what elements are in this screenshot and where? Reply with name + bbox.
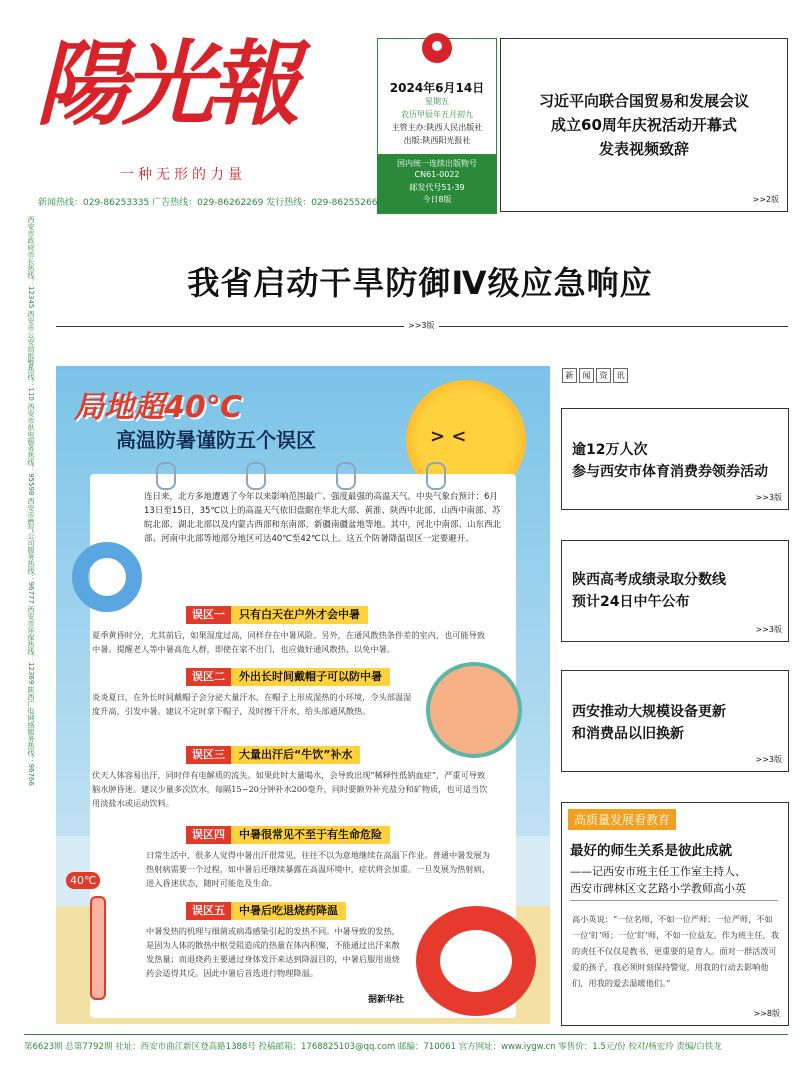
main-headline[interactable]: 我省启动干旱防御Ⅳ级应急响应 bbox=[187, 264, 653, 302]
myth-title: 中暑后吃退烧药降温 bbox=[231, 902, 346, 920]
hotlines: 新闻热线：029-86253335 广告热线：029-86262269 发行热线：029-86255266 bbox=[38, 198, 378, 208]
news-title-line: 逾12万人次 bbox=[572, 442, 648, 458]
news-title-line: 参与西安市体育消费券领券活动 bbox=[572, 464, 768, 480]
binder-ring-icon bbox=[156, 462, 176, 490]
top-story-line: 成立60周年庆祝活动开幕式 bbox=[551, 116, 737, 134]
education-excerpt: 高小英说：“一位名师，不如一位严师；一位严师，不如一位‘盯’师；一位‘盯’师，不如一位益友。作为班主任，我的责任不仅仅是教书，更重要的是育人。面对一群活泼可爱的孩子，我必须时刻保持警觉，用我的行动去影响他们，用我的爱去温暖他们。” bbox=[572, 914, 779, 988]
source-credit: 据新华社 bbox=[368, 995, 405, 1005]
electric-fan-icon bbox=[426, 662, 522, 758]
news-label-char: 闻 bbox=[579, 368, 594, 383]
issue-info-top bbox=[378, 39, 496, 154]
myth-body: 伏天人体容易出汗，同时伴有电解质的流失。如果此时大量喝水，会导致出现“稀释性低钠血症”，严重可导致脑水肿昏迷。建议少量多次饮水，每隔15~20分钟补水200毫升，同时要额外补充盐分和矿物质，也可适当饮用淡盐水或运动饮料。 bbox=[92, 770, 488, 808]
education-subtitle: ——记西安市班主任工作室主持人、 bbox=[570, 865, 746, 878]
news-page-ref[interactable]: >>3版 bbox=[755, 493, 782, 502]
education-title[interactable]: 最好的师生关系是彼此成就 bbox=[570, 843, 732, 859]
myth-heading bbox=[186, 746, 360, 764]
page-count: 今日8版 bbox=[422, 195, 452, 204]
news-page-ref[interactable]: >>3版 bbox=[755, 755, 782, 764]
footer-info: 第6623期 总第7792期 社址：西安市曲江新区登高路1388号 投稿邮箱：1768825103@qq.com 邮编：710061 官方网址：www.iygw.cn 零售价：1.5元/份 校对/杨宏玲 责编/白铁龙 bbox=[24, 1042, 722, 1052]
binder-ring-icon bbox=[246, 462, 266, 490]
news-title[interactable] bbox=[572, 439, 782, 483]
top-story-title[interactable] bbox=[511, 89, 777, 161]
issue-host: 主管主办:陕西人民出版社 bbox=[391, 123, 483, 132]
thermometer-label: 40℃ bbox=[66, 872, 100, 889]
news-title-line: 预计24日中午公布 bbox=[572, 594, 690, 610]
myth-body: 日常生活中，很多人觉得中暑出汗很常见，往往不以为意地继续在高温下作业。普通中暑发展为热射病需要一个过程，如中暑后还继续暴露在高温环境中，症状将会加重。一旦发展为热射病，进入昏迷状态，随时可能危及生命。 bbox=[146, 850, 490, 888]
myth-heading bbox=[186, 902, 346, 920]
myth-tag: 误区五 bbox=[186, 902, 231, 920]
education-page-ref[interactable]: >>8版 bbox=[753, 1009, 780, 1018]
issue-info-bottom bbox=[378, 154, 496, 213]
myth-tag: 误区四 bbox=[186, 826, 231, 844]
issue-lunar-date: 农历甲辰年五月初九 bbox=[401, 110, 473, 119]
thermometer-bar bbox=[90, 896, 106, 1000]
education-divider bbox=[570, 900, 778, 901]
top-story-line: 发表视频致辞 bbox=[598, 140, 689, 158]
lifebuoy-icon bbox=[416, 906, 536, 1016]
binder-ring-icon bbox=[426, 462, 446, 490]
news-title-line: 和消费品以旧换新 bbox=[572, 726, 684, 742]
issue-weekday: 星期五 bbox=[425, 97, 449, 106]
infographic-title: 局地超40℃ bbox=[74, 390, 243, 425]
newspaper-logo: 陽光報 bbox=[36, 30, 295, 138]
myth-tag: 误区一 bbox=[186, 606, 231, 624]
issue-date: 2024年6月14日 bbox=[389, 81, 485, 95]
myth-tag: 误区三 bbox=[186, 746, 231, 764]
news-item[interactable] bbox=[561, 540, 789, 642]
myth-body: 炎炎夏日，在外长时间戴帽子会分泌大量汗水，在帽子上形成湿热的小环境，令头部温湿度升高，引发中暑。建议不定时拿下帽子，及时擦干汗水，给头部通风散热。 bbox=[92, 692, 412, 716]
myth-heading bbox=[186, 668, 390, 686]
issue-info-box bbox=[377, 38, 497, 214]
top-story-page-ref[interactable]: >>2版 bbox=[752, 195, 779, 204]
myth-title: 只有白天在户外才会中暑 bbox=[231, 606, 368, 624]
education-feature[interactable] bbox=[561, 802, 789, 1026]
issn-number: CN61-0022 bbox=[414, 170, 460, 179]
service-hotline-strip: 西安市政府市长热线：12345 西安市公安局报警热线：110 西安市供电服务热线：95598 西安市燃气公司服务热线：96777 西安市环保热线：12369 陕西广电网络服务热线：96766 bbox=[27, 216, 35, 786]
infographic-subtitle: 高温防暑谨防五个误区 bbox=[116, 428, 316, 452]
news-item[interactable] bbox=[561, 408, 789, 510]
myth-heading bbox=[186, 606, 368, 624]
slogan: 一种无形的力量 bbox=[120, 167, 246, 183]
news-label-char: 新 bbox=[562, 368, 577, 383]
infographic-intro: 连日来，北方多地遭遇了今年以来影响范围最广、强度最强的高温天气。中央气象台预计：6月13日至15日，35℃以上的高温天气依旧盘踞在华北大部、黄淮、陕西中北部、山西中南部、苏皖北部、湖北北部以及内蒙古西部和东南部、新疆南疆盆地等地。其中，河北中南部、山东西北部、河南中北部等地部分地区可达40℃至42℃以上。这五个防暑降温误区一定要避开。 bbox=[144, 492, 502, 544]
myth-body: 中暑发热的机理与细菌或病毒感染引起的发热不同。中暑导致的发热，是因为人体的散热中枢受阻造成的热量在体内积聚，不能通过出汗来散发热量；而退烧药主要通过身体发汗来达到降温目的，中暑后服用退烧药会适得其反。因此中暑后首选进行物理降温。 bbox=[146, 926, 400, 978]
news-title[interactable] bbox=[572, 569, 782, 613]
thermometer-icon bbox=[70, 866, 116, 1016]
myth-title: 大量出汗后“牛饮”补水 bbox=[231, 746, 360, 764]
myth-tag: 误区二 bbox=[186, 668, 231, 686]
myth-title: 中暑很常见不至于有生命危险 bbox=[231, 826, 390, 844]
myth-heading bbox=[186, 826, 390, 844]
top-story-line: 习近平向联合国贸易和发展会议 bbox=[538, 92, 749, 110]
main-headline-page-ref[interactable]: >>3版 bbox=[404, 320, 439, 331]
postal-code: 邮发代号51-39 bbox=[409, 183, 465, 192]
news-title-line: 西安推动大规模设备更新 bbox=[572, 704, 726, 720]
news-page-ref[interactable]: >>3版 bbox=[755, 625, 782, 634]
binder-ring-icon bbox=[336, 462, 356, 490]
sun-face: > < bbox=[430, 426, 467, 447]
issue-publisher: 出版:陕西阳光报社 bbox=[403, 136, 471, 145]
lifebuoy-icon bbox=[72, 542, 142, 612]
news-title[interactable] bbox=[572, 701, 782, 745]
issn-label: 国内统一连续出版物号 bbox=[397, 159, 477, 168]
news-title-line: 陕西高考成绩录取分数线 bbox=[572, 572, 726, 588]
heatwave-infographic bbox=[56, 366, 550, 1024]
myth-title: 外出长时间戴帽子可以防中暑 bbox=[231, 668, 390, 686]
myth-body: 夏季黄昏时分，尤其前后，如果湿度过高，同样存在中暑风险。另外，在通风散热条件差的室内，也可能导致中暑。提醒老人等中暑高危人群，即使在家不出门，也应做好通风散热，以免中暑。 bbox=[92, 630, 486, 654]
news-item[interactable] bbox=[561, 670, 789, 772]
news-label-char: 资 bbox=[596, 368, 611, 383]
top-story-box[interactable] bbox=[500, 38, 788, 212]
education-subtitle: 西安市碑林区文艺路小学教师高小英 bbox=[570, 882, 746, 895]
emblem-icon bbox=[422, 33, 452, 63]
education-tag: 高质量发展看教育 bbox=[568, 809, 676, 830]
footer-divider bbox=[24, 1034, 788, 1035]
news-section-label bbox=[562, 368, 628, 383]
news-label-char: 讯 bbox=[613, 368, 628, 383]
